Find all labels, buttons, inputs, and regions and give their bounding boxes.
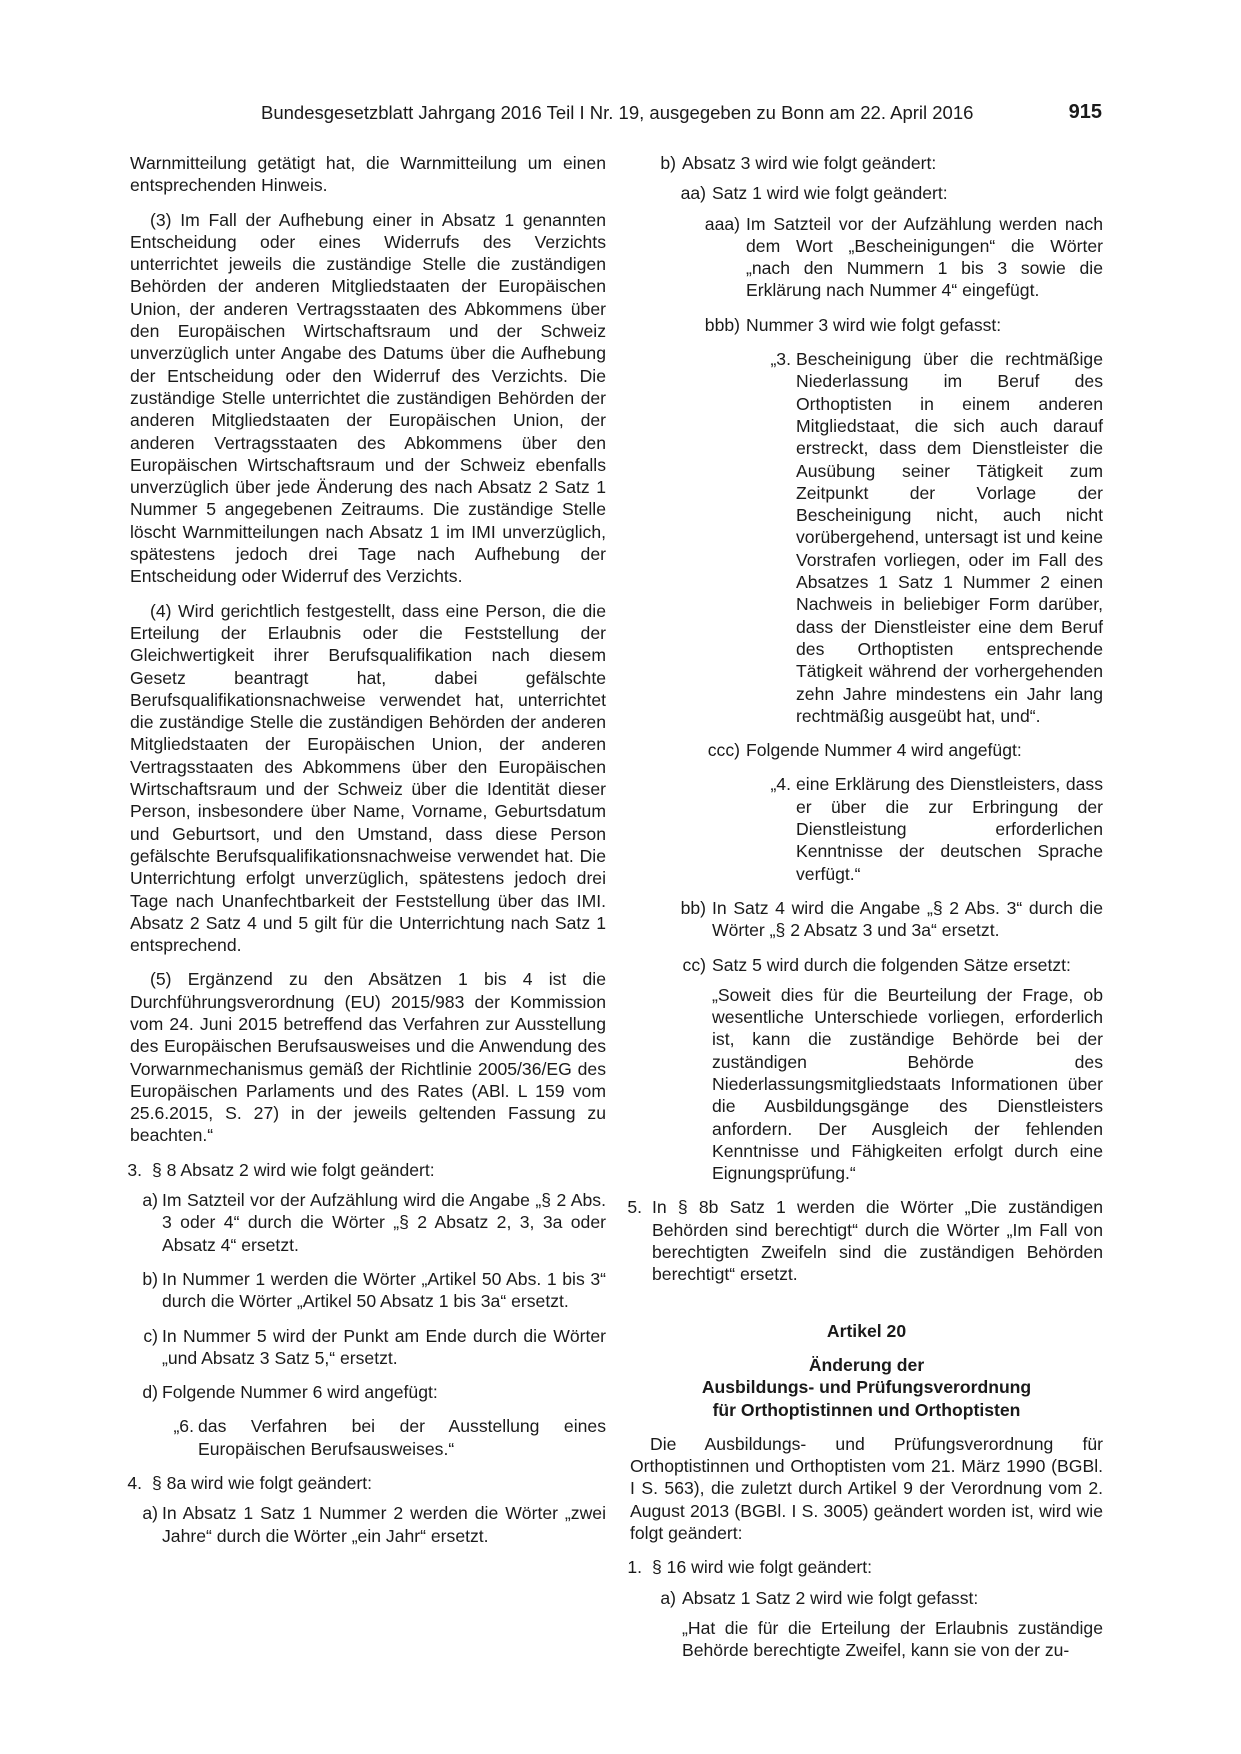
list-item-aaa [630, 213, 1103, 302]
list-item-ccc [630, 739, 1103, 761]
right-column [627, 152, 1103, 1662]
list-label: aaa) [704, 213, 740, 234]
list-item-4 [127, 1472, 606, 1494]
article-list-item-1a [630, 1587, 1103, 1609]
article-list-item-1 [627, 1556, 1103, 1578]
list-item-text: Folgende Nummer 6 wird angefügt: [162, 1382, 438, 1403]
list-item-text: Absatz 1 Satz 2 wird wie folgt gefasst: [682, 1587, 979, 1608]
list-label: 1. [627, 1557, 642, 1578]
quote-label: „6. [173, 1416, 194, 1437]
quote-text: das Verfahren bei der Ausstellung eines Europäischen Berufsausweises.“ [198, 1416, 606, 1459]
list-item-3a [130, 1189, 606, 1256]
list-item-text: § 16 wird wie folgt geändert: [652, 1557, 873, 1578]
list-item-text: In § 8b Satz 1 werden die Wörter „Die zuständigen Behörden sind berechtigt“ durch die Wörter „Im Fall von berechtigten Zweifeln sind die zuständigen Behörden berechtigt“ ersetzt. [652, 1197, 1103, 1285]
list-label: a) [142, 1503, 158, 1524]
page-header [261, 101, 1102, 127]
list-item-text: In Absatz 1 Satz 1 Nummer 2 werden die Wörter „zwei Jahre“ durch die Wörter „ein Jahr“ ersetzt. [162, 1503, 606, 1546]
quote-item-4 [630, 773, 1103, 884]
list-item-text: Im Satzteil vor der Aufzählung werden nach dem Wort „Bescheinigungen“ die Wörter „nach den Nummern 1 bis 3 sowie die Erklärung nach Nummer 4“ eingefügt. [746, 213, 1103, 301]
list-label: cc) [682, 954, 706, 975]
list-item-bbb [630, 314, 1103, 336]
page-number: 915 [1068, 101, 1102, 123]
list-item-3 [127, 1159, 606, 1181]
list-item-text: In Nummer 5 wird der Punkt am Ende durch die Wörter „und Absatz 3 Satz 5,“ ersetzt. [162, 1325, 606, 1368]
quote-text: Bescheinigung über die rechtmäßige Niederlassung im Beruf des Orthoptisten in einem anderen Mitgliedstaat, die sich auch darauf erstreckt, dass dem Dienstleister die Ausübung seiner Tätigkeit zum Zeitpunkt der Vorlage der Bescheinigung nicht, auch nicht vorübergehend, untersagt ist und keine Vorstrafen vorliegen, oder im Fall des Absatzes 1 Satz 1 Nummer 2 einen Nachweis in beliebiger Form darüber, dass der Dienstleister eine dem Beruf des Orthoptisten entsprechende Tätigkeit während der vorhergehenden zehn Jahre mindestens ein Jahr lang rechtmäßig ausgeübt hat, und“. [796, 349, 1103, 726]
list-label: 3. [127, 1159, 142, 1180]
list-label: c) [143, 1325, 158, 1346]
quote-replacement-sentences: „Soweit dies für die Beurteilung der Frage, ob wesentliche Unterschiede vorliegen, erforderlich ist, kann die zuständige Behörde bei der zuständigen Behörde des Niederlassungsmitgliedstaats Informationen über die Ausbildungsgänge des Dienstleisters anfordern. Der Ausgleich der fehlenden Kenntnisse und Fähigkeiten erfolgt durch eine Eignungsprüfung.“ [712, 984, 1103, 1184]
article-title-line-2: Ausbildungs- und Prüfungsverordnung [701, 1377, 1032, 1398]
list-item-text: In Satz 4 wird die Angabe „§ 2 Abs. 3“ durch die Wörter „§ 2 Absatz 3 und 3a“ ersetzt. [712, 897, 1103, 941]
list-item-text: § 8 Absatz 2 wird wie folgt geändert: [152, 1159, 435, 1180]
quote-label: „3. [770, 349, 791, 370]
article-number: Artikel 20 [826, 1320, 907, 1341]
list-item-text: Nummer 3 wird wie folgt gefasst: [746, 314, 1002, 335]
list-item-text: Absatz 3 wird wie folgt geändert: [682, 153, 937, 173]
running-title: Bundesgesetzblatt Jahrgang 2016 Teil I Nr. 19, ausgegeben zu Bonn am 22. April 2016 [261, 102, 974, 123]
list-label: b) [660, 153, 676, 173]
list-label: bbb) [704, 314, 740, 335]
article-title-line-3: für Orthoptistinnen und Orthoptisten [712, 1399, 1021, 1420]
list-item-5 [627, 1196, 1103, 1285]
list-item-text: Im Satzteil vor der Aufzählung wird die Angabe „§ 2 Abs. 3 oder 4“ durch die Wörter „§ 2 Absatz 2, 3, 3a oder Absatz 4“ ersetzt. [162, 1190, 606, 1255]
list-item-3d [130, 1381, 606, 1403]
left-column [127, 152, 606, 1547]
list-item-3b [130, 1268, 606, 1313]
paragraph-absatz-5: (5) Ergänzend zu den Absätzen 1 bis 4 ist die Durchführungsverordnung (EU) 2015/983 der Kommission vom 24. Juni 2015 betreffend das Verfahren zur Ausstellung des Europäischen Berufsausweises und die Anwendung des Vorwarnmechanismus gemäß der Richtlinie 2005/36/EG des Europäischen Parlaments und des Rates (ABl. L 159 vom 25.6.2015, S. 27) in der jeweils geltenden Fassung zu beachten.“ [130, 969, 606, 1146]
article-intro: Die Ausbildungs- und Prüfungsverordnung für Orthoptistinnen und Orthoptisten vom 21. März 1990 (BGBl. I S. 563), die zuletzt durch Artikel 9 der Verordnung vom 2. August 2013 (BGBl. I S. 3005) geändert worden ist, wird wie folgt geändert: [630, 1433, 1103, 1544]
list-item-b [630, 152, 1103, 174]
quote-item-3 [630, 348, 1103, 727]
quote-label: „4. [770, 774, 791, 795]
paragraph-continued: Warnmitteilung getätigt hat, die Warnmitteilung um einen entsprechenden Hinweis. [130, 153, 606, 196]
list-item-text: Satz 5 wird durch die folgenden Sätze ersetzt: [712, 954, 1071, 975]
paragraph-absatz-3: (3) Im Fall der Aufhebung einer in Absatz 1 genannten Entscheidung oder eines Widerrufs des Verzichts unterrichtet jeweils die zuständige Stelle die zuständigen Behörden der anderen Mitgliedstaaten der Europäischen Union, der anderen Vertragsstaaten des Abkommens über den Europäischen Wirtschaftsraum und der Schweiz unverzüglich unter Angabe des Datums über die Aufhebung der Entscheidung oder den Widerruf des Verzichts. Die zuständige Stelle unterrichtet die zuständigen Behörden der anderen Mitgliedstaaten der Europäischen Union, der anderen Vertragsstaaten des Abkommens über den Europäischen Wirtschaftsraum und der Schweiz ebenfalls unverzüglich über jede Änderung des nach Absatz 2 Satz 1 Nummer 5 angegebenen Zeitraums. Die zuständige Stelle löscht Warnmitteilungen nach Absatz 1 im IMI unverzüglich, spätestens jedoch drei Tage nach Aufhebung der Entscheidung oder Widerruf des Verzichts. [130, 209, 606, 587]
list-label: a) [142, 1190, 158, 1211]
list-item-aa [630, 182, 1103, 204]
list-item-text: Folgende Nummer 4 wird angefügt: [746, 740, 1022, 761]
quote-item-6 [130, 1415, 606, 1460]
list-item-text: In Nummer 1 werden die Wörter „Artikel 50 Abs. 1 bis 3“ durch die Wörter „Artikel 50 Absatz 1 bis 3a“ ersetzt. [162, 1268, 606, 1312]
list-item-bb [630, 897, 1103, 942]
list-label: bb) [680, 897, 706, 918]
list-label: aa) [680, 183, 706, 204]
list-item-text: § 8a wird wie folgt geändert: [152, 1473, 373, 1494]
paragraph-absatz-4: (4) Wird gerichtlich festgestellt, dass eine Person, die die Erteilung der Erlaubnis oder die Feststellung der Gleichwertigkeit ihrer Berufsqualifikation nach diesem Gesetz beantragt hat, dabei gefälschte Berufsqualifikationsnachweise verwendet hat, unterrichtet die zuständige Stelle die zuständigen Behörden der anderen Mitgliedstaaten der Europäischen Union, der anderen Vertragsstaaten des Abkommens über den Europäischen Wirtschaftsraum und der Schweiz über die Identität dieser Person, insbesondere über Name, Vorname, Geburtsdatum und Geburtsort, und den Umstand, dass diese Person gefälschte Berufsqualifikationsnachweise verwendet hat. Die Unterrichtung erfolgt unverzüglich, spätestens jedoch drei Tage nach Unanfechtbarkeit der Feststellung über das IMI. Absatz 2 Satz 4 und 5 gilt für die Unterrichtung nach Satz 1 entsprechend. [130, 600, 606, 956]
list-item-text: Satz 1 wird wie folgt geändert: [712, 183, 948, 204]
list-item-cc [630, 954, 1103, 976]
quote-text: eine Erklärung des Dienstleisters, dass er über die zur Erbringung der Dienstleistung erforderlichen Kenntnisse der deutschen Sprache verfügt.“ [796, 774, 1103, 884]
list-label: a) [660, 1587, 676, 1608]
article-title-line-1: Änderung der [808, 1354, 925, 1375]
list-label: 4. [127, 1473, 142, 1494]
list-label: ccc) [707, 740, 740, 761]
list-label: 5. [627, 1197, 642, 1218]
list-item-3c [130, 1325, 606, 1370]
list-item-4a [130, 1502, 606, 1547]
list-label: d) [142, 1382, 158, 1403]
list-label: b) [142, 1268, 158, 1289]
quote-absatz-1-satz-2: „Hat die für die Erteilung der Erlaubnis zuständige Behörde berechtigte Zweifel, kann sie von der zu- [682, 1617, 1103, 1661]
